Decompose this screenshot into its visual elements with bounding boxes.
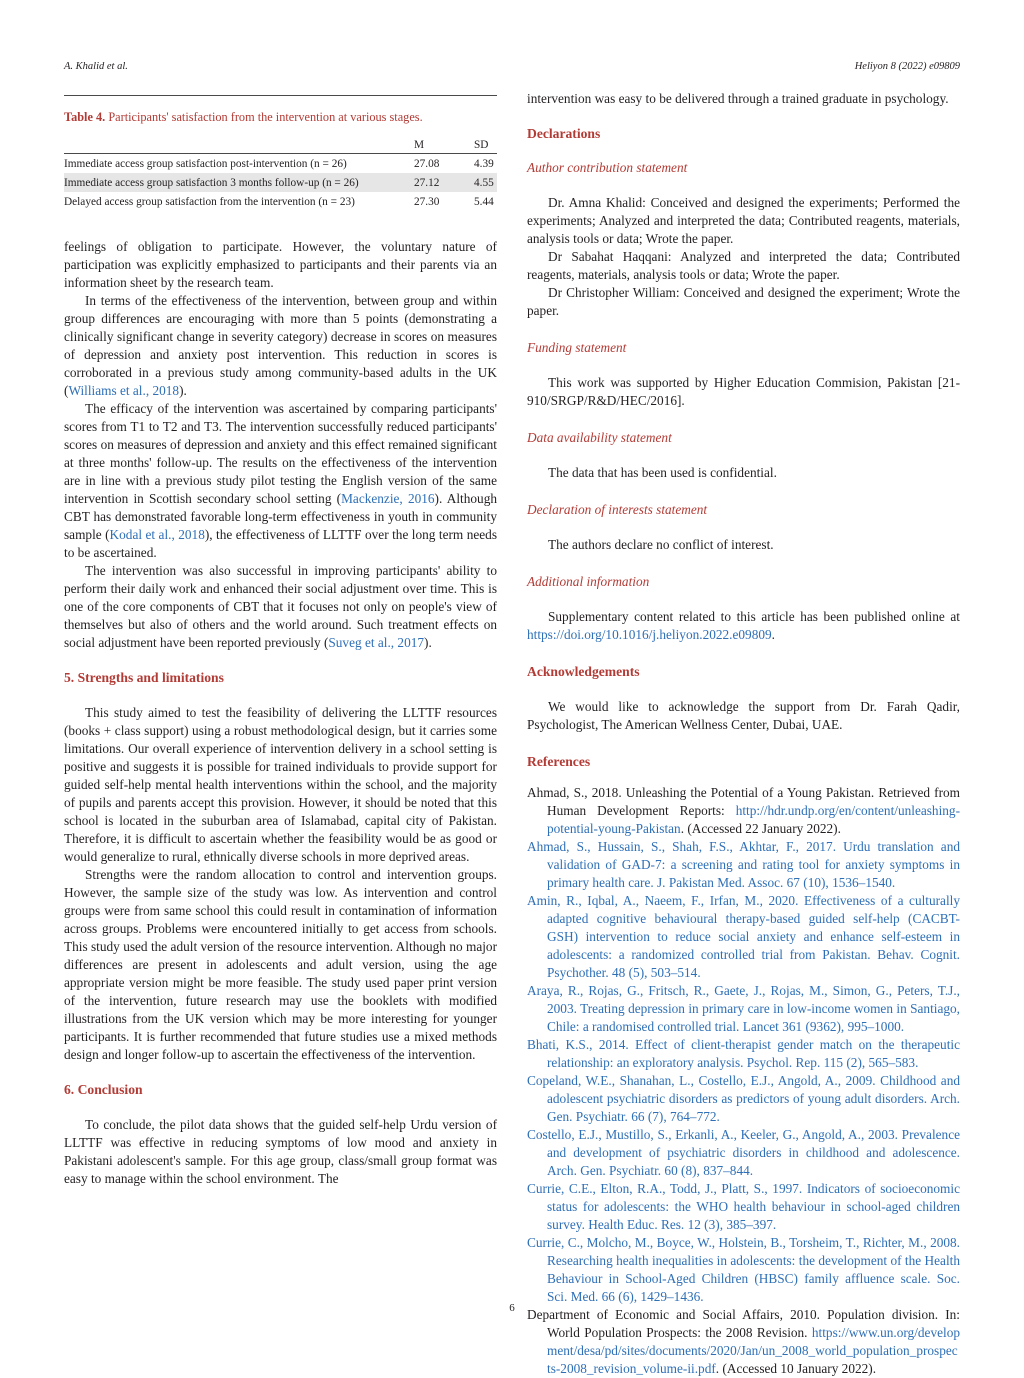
subheading-interests: Declaration of interests statement [527, 502, 708, 517]
column-header-m: M [414, 137, 474, 154]
row-label: Immediate access group satisfaction 3 months follow-up (n = 26) [64, 173, 414, 192]
body-paragraph: We would like to acknowledge the support from Dr. Farah Qadir, Psychologist, The American Wellness Center, Dubai, UAE. [527, 699, 960, 732]
cell-sd: 5.44 [474, 195, 494, 208]
citation-link[interactable]: Mackenzie, 2016 [341, 491, 435, 506]
reference-list [527, 784, 960, 1378]
row-label: Immediate access group satisfaction post-intervention (n = 26) [64, 157, 347, 170]
subheading-additional-information: Additional information [527, 574, 650, 589]
doi-link[interactable]: https://doi.org/10.1016/j.heliyon.2022.e09809 [527, 627, 772, 642]
reference-item[interactable]: Bhati, K.S., 2014. Effect of client-therapist gender match on the therapeutic relationship: an exploratory analysis. Psychol. Rep. 115 (2), 565–583. [527, 1037, 960, 1070]
reference-item[interactable]: Currie, C., Molcho, M., Boyce, W., Holstein, B., Torsheim, T., Richter, M., 2008. Researching health inequalities in adolescents: the development of the Health Behaviour in School-Aged Children (HBSC) family affluence scale. Soc. Sci. Med. 66 (6), 1429–1436. [527, 1235, 960, 1304]
citation-link[interactable]: Kodal et al., 2018 [109, 527, 205, 542]
cell-sd: 4.55 [474, 173, 497, 192]
running-header-authors: A. Khalid et al. [64, 61, 128, 72]
table-top-rule [64, 95, 497, 96]
citation-link[interactable]: Suveg et al., 2017 [328, 635, 425, 650]
body-paragraph: The intervention was also successful in improving participants' ability to perform their daily work and enhanced their social adjustment over time. This is one of the core components of CBT that it focuses not only on people's view of themselves but also of others and the world around. Such treatment effects on social adjustment have been reported previously (Suveg et al., 2017). [64, 563, 497, 650]
left-column [64, 90, 497, 1188]
reference-item: Department of Economic and Social Affairs, 2010. Population division. In: World Population Prospects: the 2008 Revision. https://www.un.org/development/desa/pd/sites/documents/2020/Jan/un_2008_world_population_prospects-2008_revision_volume-ii.pdf. (Accessed 10 January 2022). [527, 1307, 960, 1376]
body-paragraph: This study aimed to test the feasibility of delivering the LLTTF resources (books + class support) using a robust methodological design, but it carries some limitations. Our overall experience of intervention delivery in a school setting is positive and suggests it is possible for trained individuals to provide support for guided self-help mental health interventions within the school, and the majority of pupils and parents accept this provision. However, it should be noted that this school is located in the suburban area of Islamabad, capital city of Pakistan. Therefore, it is difficult to ascertain whether the feasibility would be as good or would generalize to rural, ethnically diverse schools in more deprived areas. [64, 705, 497, 864]
reference-link[interactable]: https://www.un.org/development/desa/pd/sites/documents/2020/Jan/un_2008_world_population_prospects-2008_revision_volume-ii.pdf [547, 1325, 960, 1376]
reference-item[interactable]: Costello, E.J., Mustillo, S., Erkanli, A., Keeler, G., Angold, A., 2003. Prevalence and development of psychiatric disorders in childhood and adolescence. Arch. Gen. Psychiatr. 60 (8), 837–844. [527, 1127, 960, 1178]
reference-item[interactable]: Currie, C.E., Elton, R.A., Todd, J., Platt, S., 1997. Indicators of socioeconomic status for adolescents: the WHO health behaviour in school-aged children survey. Health Educ. Res. 12 (3), 385–397. [527, 1181, 960, 1232]
body-paragraph: Dr Christopher William: Conceived and designed the experiment; Wrote the paper. [527, 285, 960, 318]
table-row [64, 173, 497, 192]
subheading-data-availability: Data availability statement [527, 430, 672, 445]
table-row [64, 192, 497, 211]
reference-item[interactable]: Ahmad, S., Hussain, S., Shah, F.S., Akhtar, F., 2017. Urdu translation and validation of GAD-7: a screening and rating tool for anxiety symptoms in primary health care. J. Pakistan Med. Assoc. 67 (10), 1536–1540. [527, 839, 960, 890]
table-title: Participants' satisfaction from the intervention at various stages. [108, 110, 423, 124]
body-paragraph: This work was supported by Higher Education Commision, Pakistan [21-910/SRGP/R&D/HEC/2016]. [527, 375, 960, 408]
body-paragraph: Dr. Amna Khalid: Conceived and designed the experiments; Performed the experiments; Analyzed and interpreted the data; Contributed reagents, materials, analysis tools or data; Wrote the paper. [527, 195, 960, 246]
body-paragraph: The authors declare no conflict of interest. [548, 537, 774, 552]
body-paragraph: Supplementary content related to this article has been published online at https://doi.org/10.1016/j.heliyon.2022.e09809. [527, 609, 960, 642]
subheading-author-contribution: Author contribution statement [527, 160, 688, 175]
page-number: 6 [509, 1302, 515, 1314]
running-header-journal: Heliyon 8 (2022) e09809 [854, 61, 960, 72]
body-paragraph: Dr Sabahat Haqqani: Analyzed and interpreted the data; Contributed reagents, materials, analysis tools or data; Wrote the paper. [527, 249, 960, 282]
body-paragraph: To conclude, the pilot data shows that the guided self-help Urdu version of LLTTF was effective in reducing symptoms of low mood and anxiety in Pakistani adolescent's sample. For this age group, class/small group format was easy to manage within the school environment. The [64, 1117, 497, 1186]
section-heading-conclusion: 6. Conclusion [64, 1082, 143, 1097]
body-paragraph: Strengths were the random allocation to control and intervention groups. However, the sample size of the study was low. As intervention and control groups were from same school this could result in contamination of information across groups. Problems were encountered initially to get access from schools. This study used the adult version of the resource intervention. Although no major differences are present in adolescents and adult version, using the age appropriate version might be more feasible. The study used paper print version of the intervention, future research may use the booklets with modified illustrations from the UK version which may be more interesting for younger participants. It is further recommended that future studies use a mixed methods design and longer follow-up to ascertain the effectiveness of the intervention. [64, 867, 497, 1062]
reference-item: Ahmad, S., 2018. Unleashing the Potential of a Young Pakistan. Retrieved from Human Development Reports: http://hdr.undp.org/en/content/unleashing-potential-young-Pakistan. (Accessed 22 January 2022). [527, 785, 960, 836]
citation-link[interactable]: Williams et al., 2018 [68, 383, 180, 398]
body-paragraph: The efficacy of the intervention was ascertained by comparing participants' scores from T1 to T2 and T3. The intervention successfully reduced participants' scores on measures of depression and anxiety and this effect remained significant at three months' follow-up. The results on the effectiveness of the intervention are in line with a previous study pilot testing the English version of the same intervention in Scottish secondary school setting (Mackenzie, 2016). Although CBT has demonstrated favorable long-term effectiveness in youth in community sample (Kodal et al., 2018), the effectiveness of LLTTF over the long term needs to be ascertained. [64, 401, 497, 560]
body-paragraph: intervention was easy to be delivered through a trained graduate in psychology. [527, 91, 949, 106]
reference-item[interactable]: Copeland, W.E., Shanahan, L., Costello, E.J., Angold, A., 2009. Childhood and adolescent psychiatric disorders as predictors of young adult disorders. Arch. Gen. Psychiatr. 66 (7), 764–772. [527, 1073, 960, 1124]
section-heading-declarations: Declarations [527, 126, 601, 141]
cell-m: 27.12 [414, 173, 474, 192]
column-header-sd: SD [474, 137, 497, 154]
cell-m: 27.30 [414, 195, 440, 208]
cell-m: 27.08 [414, 157, 440, 170]
subheading-funding: Funding statement [527, 340, 627, 355]
section-heading-references: References [527, 754, 591, 769]
body-paragraph: The data that has been used is confidential. [548, 465, 777, 480]
section-heading-strengths: 5. Strengths and limitations [64, 670, 224, 685]
row-label: Delayed access group satisfaction from the intervention (n = 23) [64, 195, 355, 208]
table-row [64, 154, 497, 174]
section-heading-acknowledgements: Acknowledgements [527, 664, 640, 679]
cell-sd: 4.39 [474, 157, 494, 170]
body-paragraph: feelings of obligation to participate. However, the voluntary nature of participation was explicitly emphasized to participants and their parents via an information sheet by the research team. [64, 239, 497, 290]
reference-item[interactable]: Araya, R., Rojas, G., Fritsch, R., Gaete, J., Rojas, M., Simon, G., Peters, T.J., 2003. Treating depression in primary care in low-income women in Santiago, Chile: a randomised controlled trial. Lancet 361 (9362), 995–1000. [527, 983, 960, 1034]
right-column [527, 90, 960, 1378]
table-caption [64, 110, 497, 125]
table-label: Table 4. [64, 110, 106, 124]
reference-item[interactable]: Amin, R., Iqbal, A., Naeem, F., Irfan, M., 2020. Effectiveness of a culturally adapted cognitive behavioural therapy-based guided self-help (CACBT-GSH) intervention to reduce social anxiety and enhance self-esteem in adolescents: a randomized controlled trial from Pakistan. Behav. Cognit. Psychother. 48 (5), 503–514. [527, 893, 960, 980]
reference-link[interactable]: http://hdr.undp.org/en/content/unleashing-potential-young-Pakistan [547, 803, 960, 836]
satisfaction-table [64, 137, 497, 211]
body-paragraph: In terms of the effectiveness of the intervention, between group and within group differences are encouraging with more than 5 points (demonstrating a clinically significant change in severity category) decrease in scores on measures of depression and anxiety post intervention. This reduction in scores is corroborated in a previous study among community-based adults in the UK (Williams et al., 2018). [64, 293, 497, 398]
